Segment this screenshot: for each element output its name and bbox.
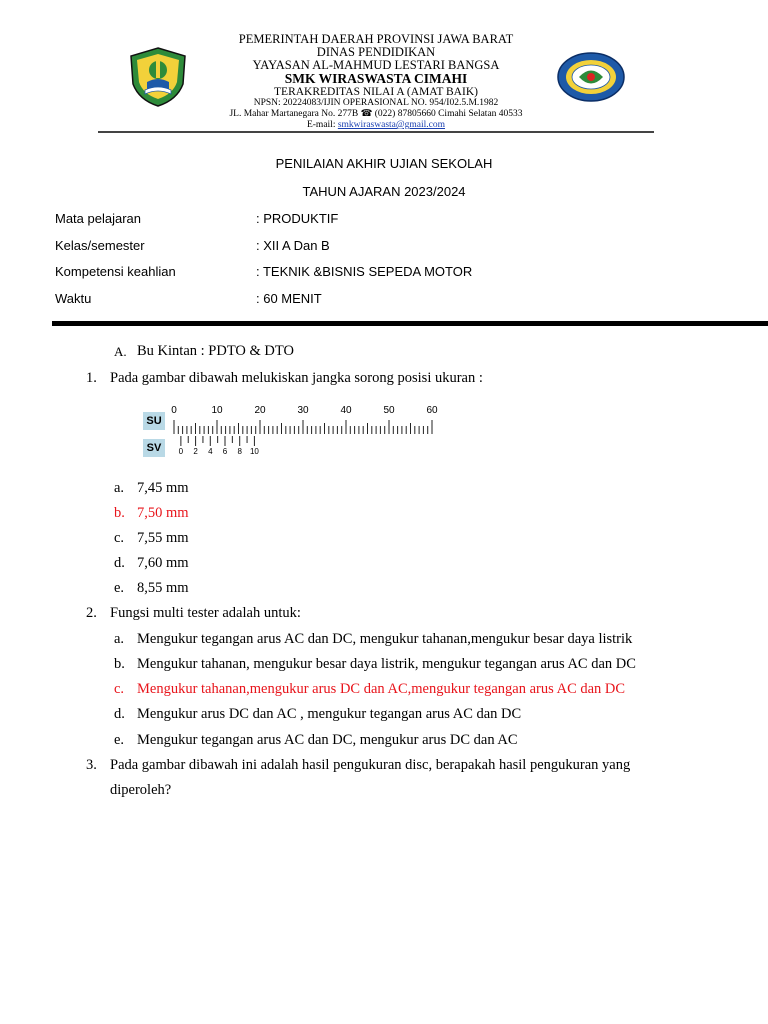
q2-option-c-letter: c. bbox=[114, 681, 125, 697]
question-3-text-line1: Pada gambar dibawah ini adalah hasil pengukuran disc, berapakah hasil pengukuran yang bbox=[110, 757, 631, 773]
letterhead-department: DINAS PENDIDIKAN bbox=[316, 45, 436, 59]
info-value-competency: : TEKNIK &BISNIS SEPEDA MOTOR bbox=[256, 264, 473, 279]
question-1-text: Pada gambar dibawah melukiskan jangka sorong posisi ukuran : bbox=[110, 370, 483, 386]
section-marker: A. bbox=[114, 344, 127, 359]
q1-option-d-text: 7,60 mm bbox=[137, 555, 189, 571]
q1-option-a-text: 7,45 mm bbox=[137, 480, 189, 496]
q2-option-a-text: Mengukur tegangan arus AC dan DC, mengukur tahanan,mengukur besar daya listrik bbox=[137, 631, 633, 647]
email-label: E-mail: bbox=[306, 120, 338, 130]
info-value-class: : XII A Dan B bbox=[256, 238, 330, 253]
q1-option-a-letter: a. bbox=[114, 480, 125, 496]
q1-option-e-letter: e. bbox=[114, 580, 125, 596]
q2-option-a-letter: a. bbox=[114, 631, 125, 647]
info-value-time: : 60 MENIT bbox=[256, 291, 322, 306]
header-divider bbox=[52, 321, 768, 326]
q2-option-e-text: Mengukur tegangan arus AC dan DC, mengukur arus DC dan AC bbox=[137, 732, 518, 748]
main-scale-label: 60 bbox=[426, 405, 438, 416]
question-1-number: 1. bbox=[86, 370, 97, 386]
sv-label: SV bbox=[143, 439, 165, 457]
q2-option-d-text: Mengukur arus DC dan AC , mengukur tegangan arus AC dan DC bbox=[137, 706, 522, 722]
letterhead-email-line bbox=[200, 120, 552, 131]
jawa-barat-logo-icon bbox=[127, 46, 189, 108]
vernier-scale-label: 2 bbox=[193, 447, 198, 456]
section-title: Bu Kintan : PDTO & DTO bbox=[137, 343, 294, 359]
q2-option-d-letter: d. bbox=[114, 706, 125, 722]
info-label-time: Waktu bbox=[55, 291, 92, 306]
q2-option-c-text: Mengukur tahanan,mengukur arus DC dan AC,mengukur tegangan arus AC dan DC bbox=[137, 681, 626, 697]
letterhead bbox=[200, 33, 552, 131]
q1-option-d-letter: d. bbox=[114, 555, 125, 571]
q1-option-c-letter: c. bbox=[114, 530, 125, 546]
vernier-scale-label: 0 bbox=[178, 447, 184, 456]
q1-option-b-text: 7,50 mm bbox=[137, 505, 189, 521]
main-scale-label: 0 bbox=[171, 405, 177, 416]
email-link[interactable]: smkwiraswasta@gmail.com bbox=[337, 120, 446, 130]
question-3-text-line2: diperoleh? bbox=[110, 782, 172, 798]
vernier-scale-label: 6 bbox=[222, 447, 228, 456]
info-label-subject: Mata pelajaran bbox=[55, 211, 141, 226]
exam-year: TAHUN AJARAN 2023/2024 bbox=[302, 184, 466, 199]
su-label: SU bbox=[143, 412, 165, 430]
question-2-number: 2. bbox=[86, 605, 97, 621]
letterhead-foundation: YAYASAN AL-MAHMUD LESTARI BANGSA bbox=[252, 58, 500, 72]
exam-title: PENILAIAN AKHIR UJIAN SEKOLAH bbox=[275, 156, 493, 171]
letterhead-accreditation: TERAKREDITAS NILAI A (AMAT BAIK) bbox=[274, 86, 478, 98]
info-label-competency: Kompetensi keahlian bbox=[55, 264, 176, 279]
info-label-class: Kelas/semester bbox=[55, 238, 145, 253]
letterhead-address: JL. Mahar Martanegara No. 277B ☎ (022) 87805660 Cimahi Selatan 40533 bbox=[229, 109, 523, 119]
main-scale-label: 30 bbox=[297, 405, 309, 416]
question-2-text: Fungsi multi tester adalah untuk: bbox=[110, 605, 301, 621]
school-emblem-icon bbox=[557, 52, 625, 102]
main-scale-label: 10 bbox=[211, 405, 223, 416]
vernier-scale-label: 8 bbox=[237, 447, 242, 456]
letterhead-school-name: SMK WIRASWASTA CIMAHI bbox=[284, 71, 468, 86]
q1-option-c-text: 7,55 mm bbox=[137, 530, 189, 546]
letterhead-npsn: NPSN: 20224083/IJIN OPERASIONAL NO. 954/I02.5.M.1982 bbox=[253, 98, 499, 108]
vernier-scale-label: 10 bbox=[249, 447, 259, 456]
q1-option-e-text: 8,55 mm bbox=[137, 580, 189, 596]
info-value-subject: : PRODUKTIF bbox=[256, 211, 339, 226]
vernier-scale-label: 4 bbox=[208, 447, 213, 456]
letterhead-divider bbox=[98, 131, 654, 133]
caliper-scale-graphic bbox=[143, 401, 443, 459]
letterhead-government: PEMERINTAH DAERAH PROVINSI JAWA BARAT bbox=[238, 32, 514, 46]
q2-option-b-text: Mengukur tahanan, mengukur besar daya listrik, mengukur tegangan arus AC dan DC bbox=[137, 656, 636, 672]
question-3-number: 3. bbox=[86, 757, 97, 773]
q2-option-e-letter: e. bbox=[114, 732, 125, 748]
main-scale-label: 20 bbox=[254, 405, 266, 416]
main-scale-label: 40 bbox=[340, 405, 352, 416]
vernier-caliper-figure bbox=[143, 401, 443, 459]
main-scale-label: 50 bbox=[383, 405, 395, 416]
q2-option-b-letter: b. bbox=[114, 656, 125, 672]
q1-option-b-letter: b. bbox=[114, 505, 125, 521]
